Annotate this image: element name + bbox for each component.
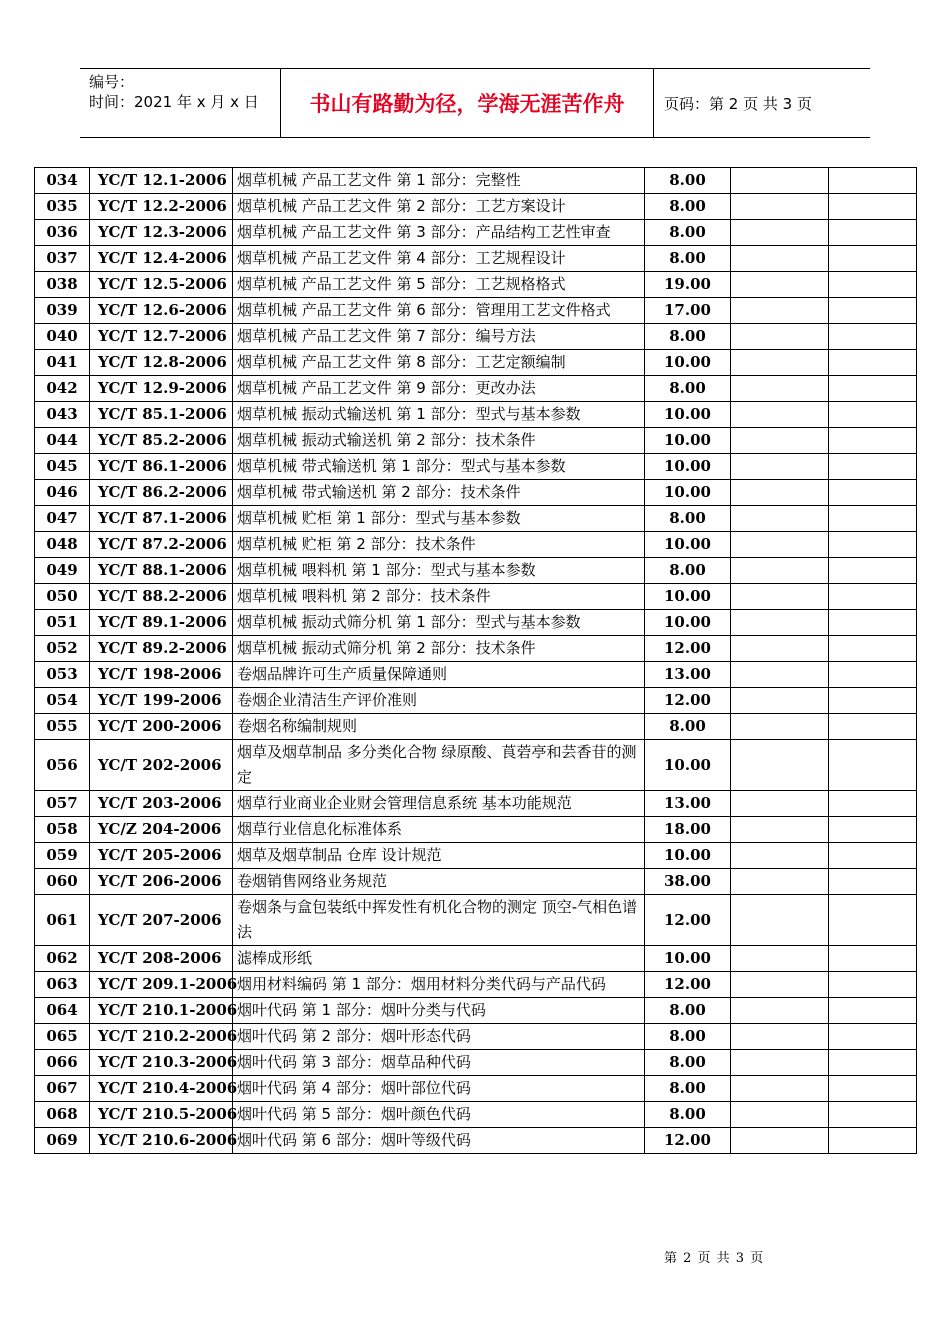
row-number: 037: [35, 246, 90, 272]
empty-cell: [731, 194, 829, 220]
standard-code: YC/Z 204-2006: [90, 817, 233, 843]
standard-name: 烟草机械 产品工艺文件 第 9 部分：更改办法: [233, 376, 645, 402]
row-number: 060: [35, 869, 90, 895]
row-number: 063: [35, 972, 90, 998]
standard-name: 烟草机械 振动式筛分机 第 2 部分：技术条件: [233, 636, 645, 662]
empty-cell: [829, 402, 917, 428]
price: 8.00: [645, 324, 731, 350]
table-row: [35, 610, 917, 636]
row-number: 046: [35, 480, 90, 506]
table-row: [35, 843, 917, 869]
standard-name: 烟草及烟草制品 仓库 设计规范: [233, 843, 645, 869]
standard-name: 烟叶代码 第 3 部分：烟草品种代码: [233, 1050, 645, 1076]
standard-name: 烟草机械 喂料机 第 1 部分：型式与基本参数: [233, 558, 645, 584]
row-number: 067: [35, 1076, 90, 1102]
empty-cell: [829, 168, 917, 194]
standard-name: 卷烟名称编制规则: [233, 714, 645, 740]
empty-cell: [829, 558, 917, 584]
empty-cell: [829, 1024, 917, 1050]
row-number: 065: [35, 1024, 90, 1050]
empty-cell: [829, 636, 917, 662]
empty-cell: [829, 194, 917, 220]
standard-name: 卷烟销售网络业务规范: [233, 869, 645, 895]
table-row: [35, 220, 917, 246]
standard-name: 卷烟条与盒包装纸中挥发性有机化合物的测定 顶空-气相色谱法: [233, 895, 645, 946]
row-number: 034: [35, 168, 90, 194]
empty-cell: [829, 1076, 917, 1102]
standard-code: YC/T 89.1-2006: [90, 610, 233, 636]
empty-cell: [829, 740, 917, 791]
standard-code: YC/T 12.2-2006: [90, 194, 233, 220]
empty-cell: [731, 972, 829, 998]
document-date: 时间：2021 年 x 月 x 日: [89, 93, 259, 111]
standard-name: 烟用材料编码 第 1 部分：烟用材料分类代码与产品代码: [233, 972, 645, 998]
table-row: [35, 791, 917, 817]
empty-cell: [829, 895, 917, 946]
row-number: 042: [35, 376, 90, 402]
row-number: 057: [35, 791, 90, 817]
empty-cell: [731, 688, 829, 714]
row-number: 058: [35, 817, 90, 843]
table-row: [35, 350, 917, 376]
empty-cell: [731, 636, 829, 662]
standard-code: YC/T 210.2-2006: [90, 1024, 233, 1050]
price: 19.00: [645, 272, 731, 298]
table-row: [35, 506, 917, 532]
empty-cell: [731, 402, 829, 428]
empty-cell: [829, 817, 917, 843]
empty-cell: [829, 972, 917, 998]
standard-name: 烟叶代码 第 6 部分：烟叶等级代码: [233, 1128, 645, 1154]
table-row: [35, 168, 917, 194]
empty-cell: [731, 740, 829, 791]
standards-table: [34, 167, 917, 1154]
price: 10.00: [645, 480, 731, 506]
row-number: 059: [35, 843, 90, 869]
price: 10.00: [645, 428, 731, 454]
empty-cell: [829, 1128, 917, 1154]
standard-code: YC/T 86.2-2006: [90, 480, 233, 506]
empty-cell: [731, 246, 829, 272]
table-row: [35, 558, 917, 584]
standard-name: 烟草机械 振动式输送机 第 1 部分：型式与基本参数: [233, 402, 645, 428]
standard-code: YC/T 87.1-2006: [90, 506, 233, 532]
standard-code: YC/T 205-2006: [90, 843, 233, 869]
standard-code: YC/T 88.1-2006: [90, 558, 233, 584]
page-header: [80, 68, 870, 138]
row-number: 048: [35, 532, 90, 558]
table-row: [35, 454, 917, 480]
standard-name: 烟草行业商业企业财会管理信息系统 基本功能规范: [233, 791, 645, 817]
price: 8.00: [645, 558, 731, 584]
empty-cell: [731, 895, 829, 946]
standard-code: YC/T 12.8-2006: [90, 350, 233, 376]
empty-cell: [731, 506, 829, 532]
row-number: 051: [35, 610, 90, 636]
table-row: [35, 998, 917, 1024]
row-number: 039: [35, 298, 90, 324]
empty-cell: [731, 168, 829, 194]
table-row: [35, 428, 917, 454]
price: 10.00: [645, 350, 731, 376]
table-row: [35, 1102, 917, 1128]
standard-name: 烟草行业信息化标准体系: [233, 817, 645, 843]
standard-name: 烟叶代码 第 5 部分：烟叶颜色代码: [233, 1102, 645, 1128]
empty-cell: [731, 220, 829, 246]
empty-cell: [731, 1076, 829, 1102]
empty-cell: [829, 1102, 917, 1128]
price: 38.00: [645, 869, 731, 895]
standard-name: 烟叶代码 第 2 部分：烟叶形态代码: [233, 1024, 645, 1050]
row-number: 062: [35, 946, 90, 972]
row-number: 050: [35, 584, 90, 610]
standard-name: 烟草机械 产品工艺文件 第 7 部分：编号方法: [233, 324, 645, 350]
table-row: [35, 324, 917, 350]
standard-name: 烟草机械 振动式输送机 第 2 部分：技术条件: [233, 428, 645, 454]
standard-name: 烟草机械 产品工艺文件 第 4 部分：工艺规程设计: [233, 246, 645, 272]
table-row: [35, 740, 917, 791]
price: 12.00: [645, 636, 731, 662]
row-number: 043: [35, 402, 90, 428]
price: 10.00: [645, 454, 731, 480]
row-number: 054: [35, 688, 90, 714]
standard-code: YC/T 208-2006: [90, 946, 233, 972]
price: 8.00: [645, 1024, 731, 1050]
standard-code: YC/T 88.2-2006: [90, 584, 233, 610]
empty-cell: [829, 480, 917, 506]
table-row: [35, 714, 917, 740]
price: 10.00: [645, 740, 731, 791]
price: 8.00: [645, 714, 731, 740]
standard-code: YC/T 12.1-2006: [90, 168, 233, 194]
table-row: [35, 246, 917, 272]
standard-name: 烟草机械 振动式筛分机 第 1 部分：型式与基本参数: [233, 610, 645, 636]
empty-cell: [731, 998, 829, 1024]
empty-cell: [829, 662, 917, 688]
price: 8.00: [645, 1102, 731, 1128]
empty-cell: [829, 324, 917, 350]
empty-cell: [829, 272, 917, 298]
price: 10.00: [645, 610, 731, 636]
empty-cell: [731, 714, 829, 740]
header-page-number: 页码：第 2 页 共 3 页: [664, 94, 812, 113]
page-footer: 第 2 页 共 3 页: [664, 1251, 765, 1266]
standard-code: YC/T 203-2006: [90, 791, 233, 817]
standard-name: 烟叶代码 第 1 部分：烟叶分类与代码: [233, 998, 645, 1024]
standards-table-body: [35, 168, 917, 1154]
empty-cell: [731, 662, 829, 688]
row-number: 052: [35, 636, 90, 662]
table-row: [35, 376, 917, 402]
empty-cell: [829, 454, 917, 480]
empty-cell: [731, 869, 829, 895]
empty-cell: [829, 428, 917, 454]
table-row: [35, 480, 917, 506]
empty-cell: [731, 558, 829, 584]
price: 10.00: [645, 584, 731, 610]
price: 12.00: [645, 895, 731, 946]
row-number: 056: [35, 740, 90, 791]
standard-code: YC/T 210.1-2006: [90, 998, 233, 1024]
header-meta: [80, 69, 281, 137]
price: 8.00: [645, 1076, 731, 1102]
table-row: [35, 584, 917, 610]
price: 12.00: [645, 1128, 731, 1154]
empty-cell: [731, 454, 829, 480]
price: 12.00: [645, 688, 731, 714]
standard-code: YC/T 209.1-2006: [90, 972, 233, 998]
empty-cell: [829, 714, 917, 740]
table-row: [35, 817, 917, 843]
standard-code: YC/T 85.2-2006: [90, 428, 233, 454]
standard-name: 卷烟品牌许可生产质量保障通则: [233, 662, 645, 688]
standard-name: 烟草机械 产品工艺文件 第 2 部分：工艺方案设计: [233, 194, 645, 220]
standard-code: YC/T 87.2-2006: [90, 532, 233, 558]
empty-cell: [829, 998, 917, 1024]
standard-code: YC/T 12.4-2006: [90, 246, 233, 272]
standard-name: 烟草机械 产品工艺文件 第 1 部分：完整性: [233, 168, 645, 194]
empty-cell: [731, 791, 829, 817]
table-row: [35, 1076, 917, 1102]
row-number: 049: [35, 558, 90, 584]
empty-cell: [829, 791, 917, 817]
table-row: [35, 636, 917, 662]
row-number: 041: [35, 350, 90, 376]
price: 13.00: [645, 791, 731, 817]
empty-cell: [829, 946, 917, 972]
empty-cell: [731, 324, 829, 350]
standard-name: 烟叶代码 第 4 部分：烟叶部位代码: [233, 1076, 645, 1102]
table-row: [35, 272, 917, 298]
standard-code: YC/T 210.5-2006: [90, 1102, 233, 1128]
empty-cell: [829, 246, 917, 272]
empty-cell: [829, 869, 917, 895]
standard-code: YC/T 12.7-2006: [90, 324, 233, 350]
empty-cell: [731, 843, 829, 869]
price: 8.00: [645, 506, 731, 532]
row-number: 040: [35, 324, 90, 350]
table-row: [35, 532, 917, 558]
standard-code: YC/T 210.3-2006: [90, 1050, 233, 1076]
standard-name: 烟草机械 带式输送机 第 2 部分：技术条件: [233, 480, 645, 506]
empty-cell: [731, 350, 829, 376]
standard-name: 烟草机械 带式输送机 第 1 部分：型式与基本参数: [233, 454, 645, 480]
table-row: [35, 194, 917, 220]
table-row: [35, 946, 917, 972]
empty-cell: [731, 376, 829, 402]
empty-cell: [829, 1050, 917, 1076]
standard-code: YC/T 12.5-2006: [90, 272, 233, 298]
price: 10.00: [645, 946, 731, 972]
standard-name: 卷烟企业清洁生产评价准则: [233, 688, 645, 714]
table-row: [35, 402, 917, 428]
table-row: [35, 298, 917, 324]
table-row: [35, 1024, 917, 1050]
price: 17.00: [645, 298, 731, 324]
empty-cell: [731, 480, 829, 506]
standard-code: YC/T 210.4-2006: [90, 1076, 233, 1102]
row-number: 044: [35, 428, 90, 454]
standard-code: YC/T 206-2006: [90, 869, 233, 895]
table-row: [35, 972, 917, 998]
empty-cell: [829, 350, 917, 376]
empty-cell: [731, 298, 829, 324]
row-number: 055: [35, 714, 90, 740]
empty-cell: [731, 272, 829, 298]
standard-code: YC/T 199-2006: [90, 688, 233, 714]
empty-cell: [829, 584, 917, 610]
row-number: 035: [35, 194, 90, 220]
price: 8.00: [645, 376, 731, 402]
row-number: 045: [35, 454, 90, 480]
empty-cell: [731, 817, 829, 843]
empty-cell: [829, 506, 917, 532]
price: 10.00: [645, 532, 731, 558]
standard-code: YC/T 200-2006: [90, 714, 233, 740]
empty-cell: [829, 298, 917, 324]
standard-name: 烟草机械 贮柜 第 2 部分：技术条件: [233, 532, 645, 558]
standard-code: YC/T 86.1-2006: [90, 454, 233, 480]
document-number-label: 编号：: [89, 73, 135, 91]
row-number: 053: [35, 662, 90, 688]
price: 8.00: [645, 220, 731, 246]
standard-name: 烟草机械 贮柜 第 1 部分：型式与基本参数: [233, 506, 645, 532]
row-number: 061: [35, 895, 90, 946]
empty-cell: [731, 1128, 829, 1154]
standard-name: 烟草机械 喂料机 第 2 部分：技术条件: [233, 584, 645, 610]
empty-cell: [829, 688, 917, 714]
price: 13.00: [645, 662, 731, 688]
row-number: 047: [35, 506, 90, 532]
row-number: 069: [35, 1128, 90, 1154]
empty-cell: [731, 584, 829, 610]
empty-cell: [731, 1024, 829, 1050]
empty-cell: [731, 946, 829, 972]
price: 10.00: [645, 843, 731, 869]
empty-cell: [829, 532, 917, 558]
standard-name: 烟草机械 产品工艺文件 第 3 部分：产品结构工艺性审查: [233, 220, 645, 246]
standard-name: 烟草及烟草制品 多分类化合物 绿原酸、莨菪亭和芸香苷的测定: [233, 740, 645, 791]
price: 8.00: [645, 168, 731, 194]
standard-code: YC/T 202-2006: [90, 740, 233, 791]
empty-cell: [829, 376, 917, 402]
price: 8.00: [645, 998, 731, 1024]
empty-cell: [829, 220, 917, 246]
price: 8.00: [645, 246, 731, 272]
row-number: 036: [35, 220, 90, 246]
standard-name: 烟草机械 产品工艺文件 第 5 部分：工艺规格格式: [233, 272, 645, 298]
standard-code: YC/T 207-2006: [90, 895, 233, 946]
standard-code: YC/T 198-2006: [90, 662, 233, 688]
table-row: [35, 662, 917, 688]
table-row: [35, 895, 917, 946]
empty-cell: [829, 843, 917, 869]
row-number: 064: [35, 998, 90, 1024]
price: 18.00: [645, 817, 731, 843]
standard-code: YC/T 89.2-2006: [90, 636, 233, 662]
row-number: 068: [35, 1102, 90, 1128]
price: 8.00: [645, 194, 731, 220]
standard-name: 烟草机械 产品工艺文件 第 6 部分：管理用工艺文件格式: [233, 298, 645, 324]
empty-cell: [731, 428, 829, 454]
empty-cell: [731, 1102, 829, 1128]
price: 8.00: [645, 1050, 731, 1076]
standard-code: YC/T 85.1-2006: [90, 402, 233, 428]
standard-code: YC/T 12.6-2006: [90, 298, 233, 324]
empty-cell: [731, 1050, 829, 1076]
table-row: [35, 688, 917, 714]
empty-cell: [829, 610, 917, 636]
standard-code: YC/T 12.9-2006: [90, 376, 233, 402]
header-motto: 书山有路勤为径，学海无涯苦作舟: [281, 69, 654, 137]
empty-cell: [731, 532, 829, 558]
row-number: 066: [35, 1050, 90, 1076]
table-row: [35, 1128, 917, 1154]
price: 12.00: [645, 972, 731, 998]
standard-name: 滤棒成形纸: [233, 946, 645, 972]
standard-code: YC/T 12.3-2006: [90, 220, 233, 246]
price: 10.00: [645, 402, 731, 428]
table-row: [35, 1050, 917, 1076]
standard-code: YC/T 210.6-2006: [90, 1128, 233, 1154]
empty-cell: [731, 610, 829, 636]
table-row: [35, 869, 917, 895]
standard-name: 烟草机械 产品工艺文件 第 8 部分：工艺定额编制: [233, 350, 645, 376]
row-number: 038: [35, 272, 90, 298]
